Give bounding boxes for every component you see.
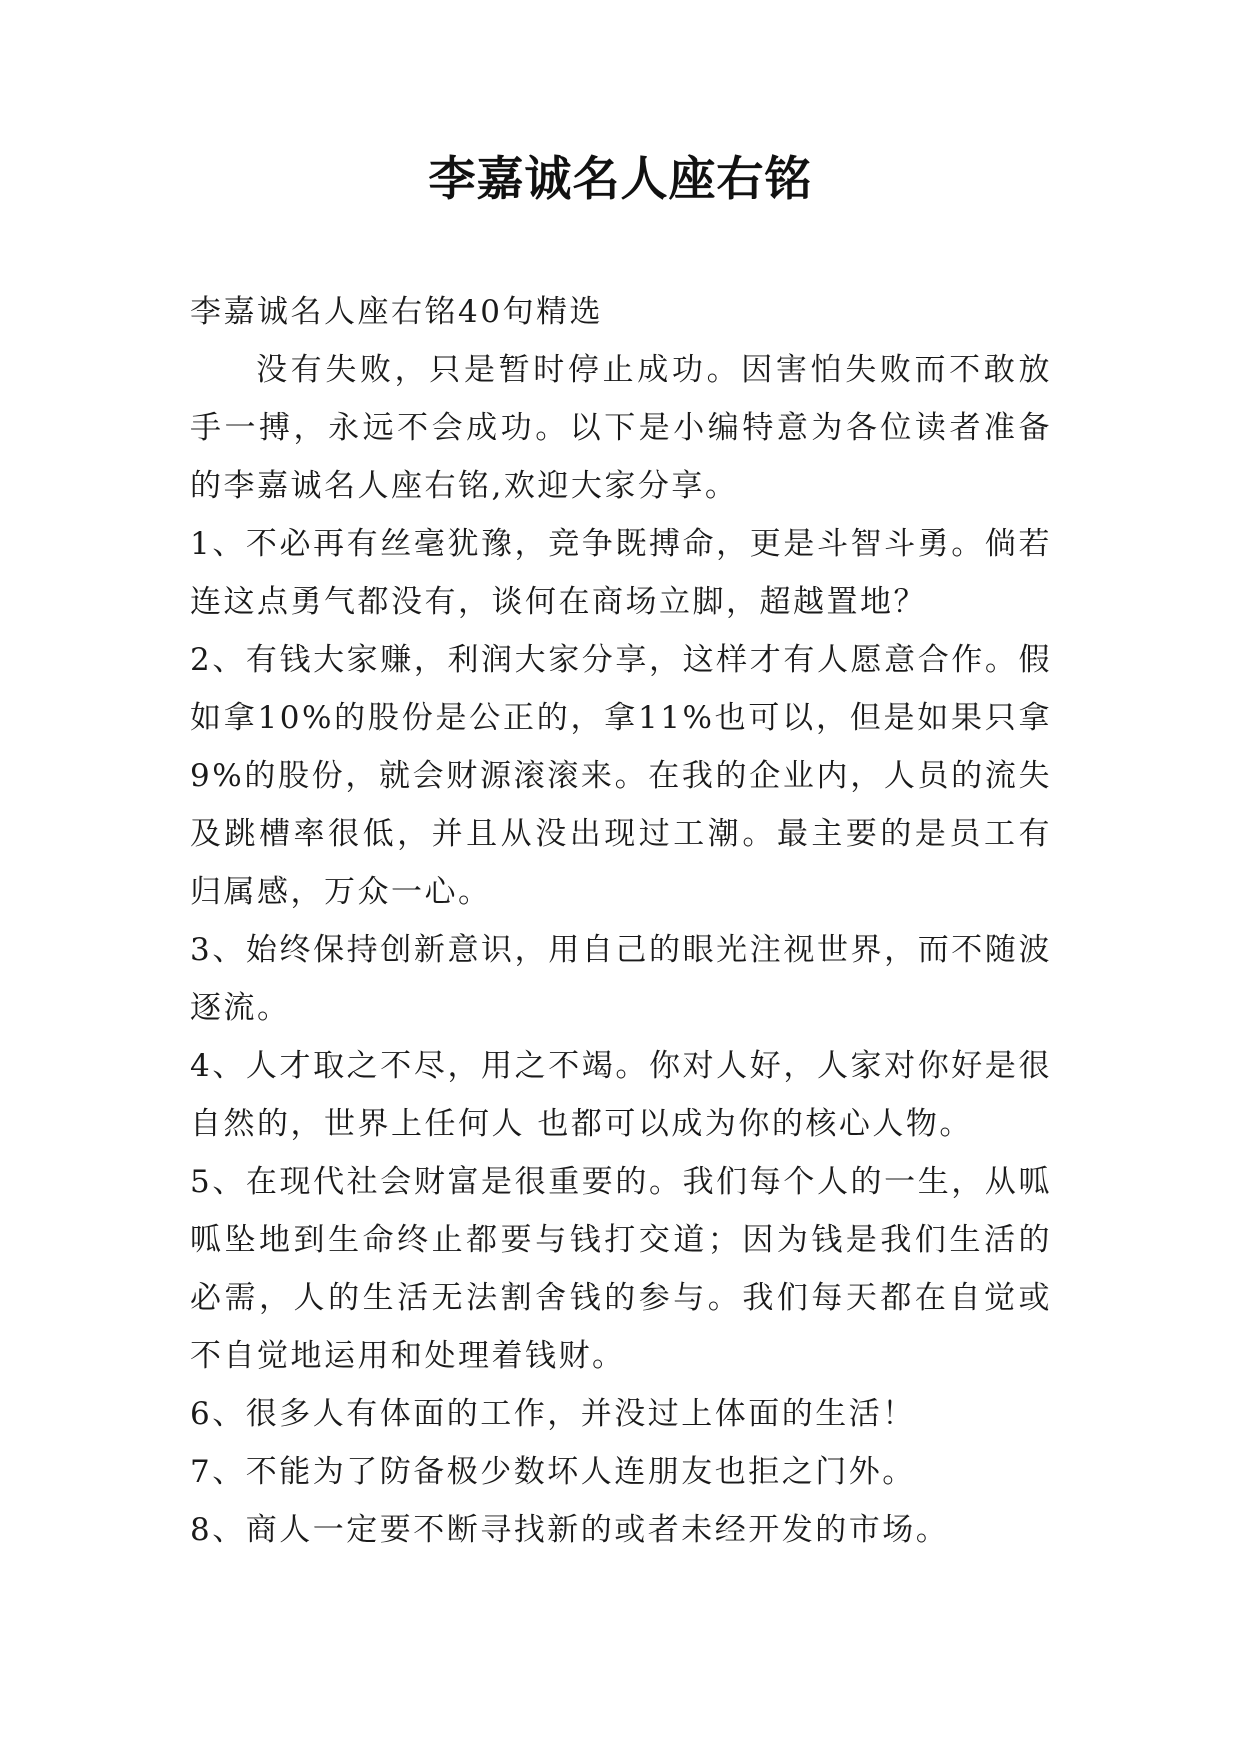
quote-item-2: 2、有钱大家赚，利润大家分享，这样才有人愿意合作。假如拿10%的股份是公正的，拿11%也可以，但是如果只拿9%的股份，就会财源滚滚来。在我的企业内，人员的流失及跳槽率很低，并且从没出现过工潮。最主要的是员工有归属感，万众一心。 — [190, 642, 1052, 910]
intro-paragraph: 没有失败，只是暂时停止成功。因害怕失败而不敢放手一搏，永远不会成功。以下是小编特意为各位读者准备的李嘉诚名人座右铭,欢迎大家分享。 — [190, 352, 1052, 504]
quote-item-7: 7、不能为了防备极少数坏人连朋友也拒之门外。 — [190, 1454, 916, 1490]
quote-item-5: 5、在现代社会财富是很重要的。我们每个人的一生，从呱呱坠地到生命终止都要与钱打交道；因为钱是我们生活的必需，人的生活无法割舍钱的参与。我们每天都在自觉或不自觉地运用和处理着钱财。 — [190, 1164, 1052, 1374]
document-title: 李嘉诚名人座右铭 — [428, 152, 813, 207]
quote-item-3: 3、始终保持创新意识，用自己的眼光注视世界，而不随波逐流。 — [190, 932, 1052, 1026]
document-subtitle: 李嘉诚名人座右铭40句精选 — [190, 294, 603, 330]
quote-item-8: 8、商人一定要不断寻找新的或者未经开发的市场。 — [190, 1512, 950, 1548]
document-body — [190, 283, 1052, 1559]
quote-item-4: 4、人才取之不尽，用之不竭。你对人好，人家对你好是很自然的，世界上任何人 也都可以成为你的核心人物。 — [190, 1048, 1052, 1142]
quote-item-6: 6、很多人有体面的工作，并没过上体面的生活！ — [190, 1396, 916, 1432]
quote-item-1: 1、不必再有丝毫犹豫，竞争既搏命，更是斗智斗勇。倘若连这点勇气都没有，谈何在商场立脚，超越置地？ — [190, 526, 1052, 620]
